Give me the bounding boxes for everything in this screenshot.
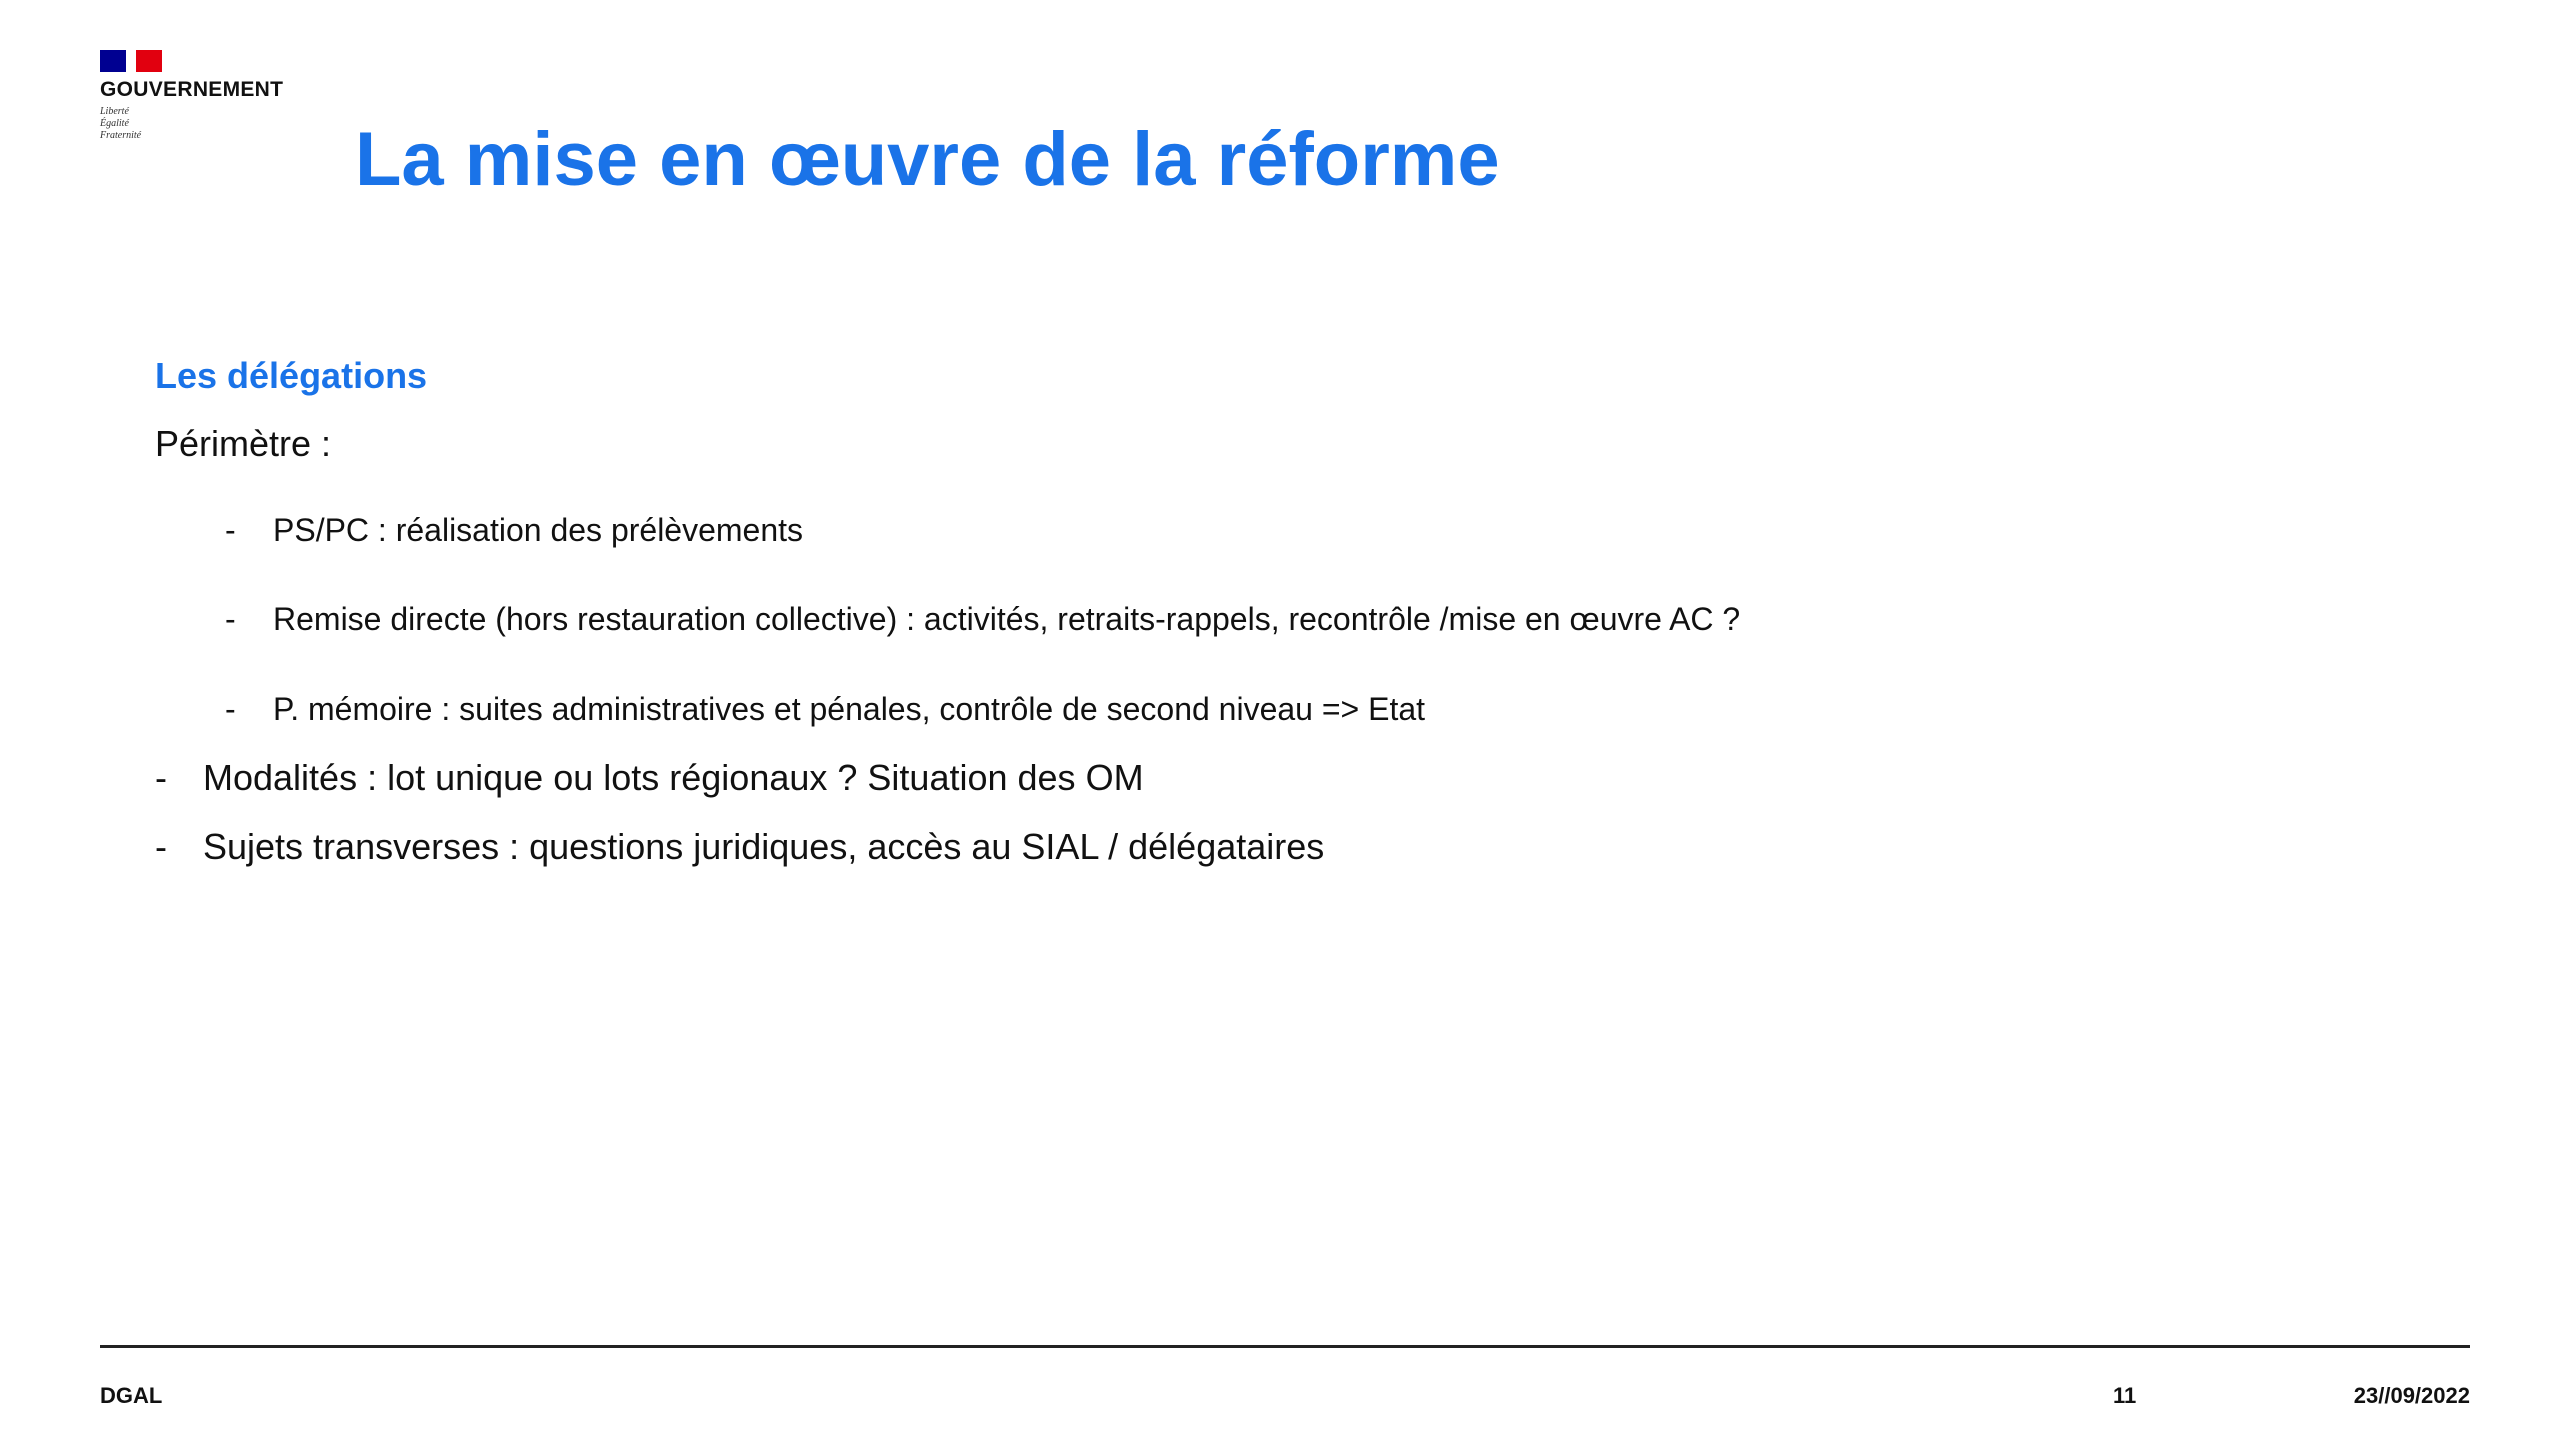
logo-org-name: GOUVERNEMENT [100,78,284,101]
section-heading: Les délégations [155,355,428,396]
footer-organization: DGAL [100,1383,163,1408]
government-logo [100,50,320,142]
sub-list-item [225,687,1425,731]
bullet-dash: - [155,757,167,798]
motto-line: Égalité [100,118,129,129]
footer-divider [100,1345,2470,1348]
sub-list-item [225,597,1740,641]
motto-line: Fraternité [100,130,142,141]
slide-title: La mise en œuvre de la réforme [355,117,1500,202]
motto-line: Liberté [100,106,129,117]
list-item-text: Modalités : lot unique ou lots régionaux ? Situation des OM [203,757,1144,798]
sub-list-item-text: P. mémoire : suites administratives et pénales, contrôle de second niveau => Etat [273,691,1426,727]
sub-list-item [225,508,803,552]
footer-date: 23//09/2022 [2353,1383,2470,1408]
page-number: 11 [2113,1383,2137,1408]
sub-list-item-text: PS/PC : réalisation des prélèvements [273,512,804,548]
perimetre-label: Périmètre : [155,423,332,464]
logo-motto [100,106,320,142]
sub-list-item-text: Remise directe (hors restauration collective) : activités, retraits-rappels, recontrôle /mise en œuvre AC ? [273,601,1741,637]
french-flag-icon [100,50,162,72]
bullet-dash: - [225,691,236,727]
bullet-dash: - [155,826,167,867]
bullet-dash: - [225,512,236,548]
bullet-dash: - [225,601,236,637]
list-item [155,754,1144,802]
list-item [155,823,1324,871]
list-item-text: Sujets transverses : questions juridiques, accès au SIAL / délégataires [203,826,1325,867]
